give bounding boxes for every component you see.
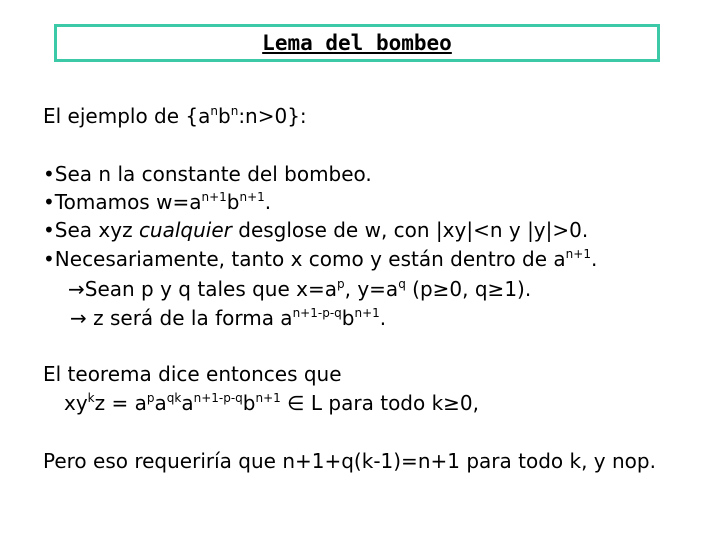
theorem-sup: p — [146, 391, 155, 405]
sub-bullet-sup: n+1-p-q — [292, 306, 342, 320]
theorem-sup: qk — [166, 391, 182, 405]
bullet-emphasis: cualquier — [138, 218, 232, 242]
title-box — [54, 24, 660, 62]
slide-title: Lema del bombeo — [262, 31, 452, 55]
right-arrow-icon: → — [68, 277, 85, 301]
sub-bullet-text: (p≥0, q≥1). — [405, 277, 532, 301]
theorem-text: b — [242, 391, 256, 415]
bullet-text: •Tomamos w=a — [43, 190, 202, 214]
bullet-3 — [43, 218, 588, 242]
conclusion-line: Pero eso requeriría que n+1+q(k-1)=n+1 para todo k, y nop. — [43, 449, 656, 473]
theorem-text: ∈ L para todo k≥0, — [280, 391, 480, 415]
intro-sup: n — [230, 104, 239, 118]
bullet-text: •Necesariamente, tanto x como y están dentro de a — [43, 247, 566, 271]
intro-line — [43, 104, 307, 128]
bullet-sup: n+1 — [565, 247, 591, 261]
bullet-4 — [43, 247, 597, 271]
sub-bullet-text: b — [341, 306, 355, 330]
bullet-2 — [43, 190, 271, 214]
bullet-text: . — [590, 247, 598, 271]
sub-bullet-2 — [70, 306, 386, 330]
sub-bullet-sup: p — [336, 277, 345, 291]
theorem-sup: k — [87, 391, 95, 405]
intro-text: b — [218, 104, 231, 128]
bullet-text: •Sea xyz — [43, 218, 139, 242]
bullet-text: . — [264, 190, 272, 214]
intro-text: :n>0}: — [238, 104, 307, 128]
sub-bullet-sup: n+1 — [354, 306, 380, 320]
theorem-line-1: El teorema dice entonces que — [43, 362, 342, 386]
theorem-sup: n+1-p-q — [193, 391, 243, 405]
sub-bullet-text: Sean p y q tales que x=a — [84, 277, 337, 301]
intro-text: El ejemplo de {a — [43, 104, 211, 128]
bullet-sup: n+1 — [201, 190, 227, 204]
sub-bullet-text: z será de la forma a — [86, 306, 293, 330]
sub-bullet-sup: q — [398, 277, 406, 291]
theorem-text: z = a — [94, 391, 147, 415]
bullet-text: b — [226, 190, 240, 214]
theorem-text: a — [181, 391, 194, 415]
theorem-sup: n+1 — [255, 391, 281, 405]
bullet-1: •Sea n la constante del bombeo. — [43, 162, 372, 186]
right-arrow-icon: → — [70, 306, 87, 330]
intro-sup: n — [210, 104, 218, 118]
theorem-text: a — [154, 391, 167, 415]
sub-bullet-text: , y=a — [344, 277, 399, 301]
sub-bullet-text: . — [379, 306, 387, 330]
bullet-text: desglose de w, con |xy|<n y |y|>0. — [231, 218, 589, 242]
theorem-line-2 — [64, 391, 479, 415]
bullet-sup: n+1 — [239, 190, 265, 204]
theorem-text: xy — [64, 391, 88, 415]
sub-bullet-1 — [68, 277, 531, 301]
